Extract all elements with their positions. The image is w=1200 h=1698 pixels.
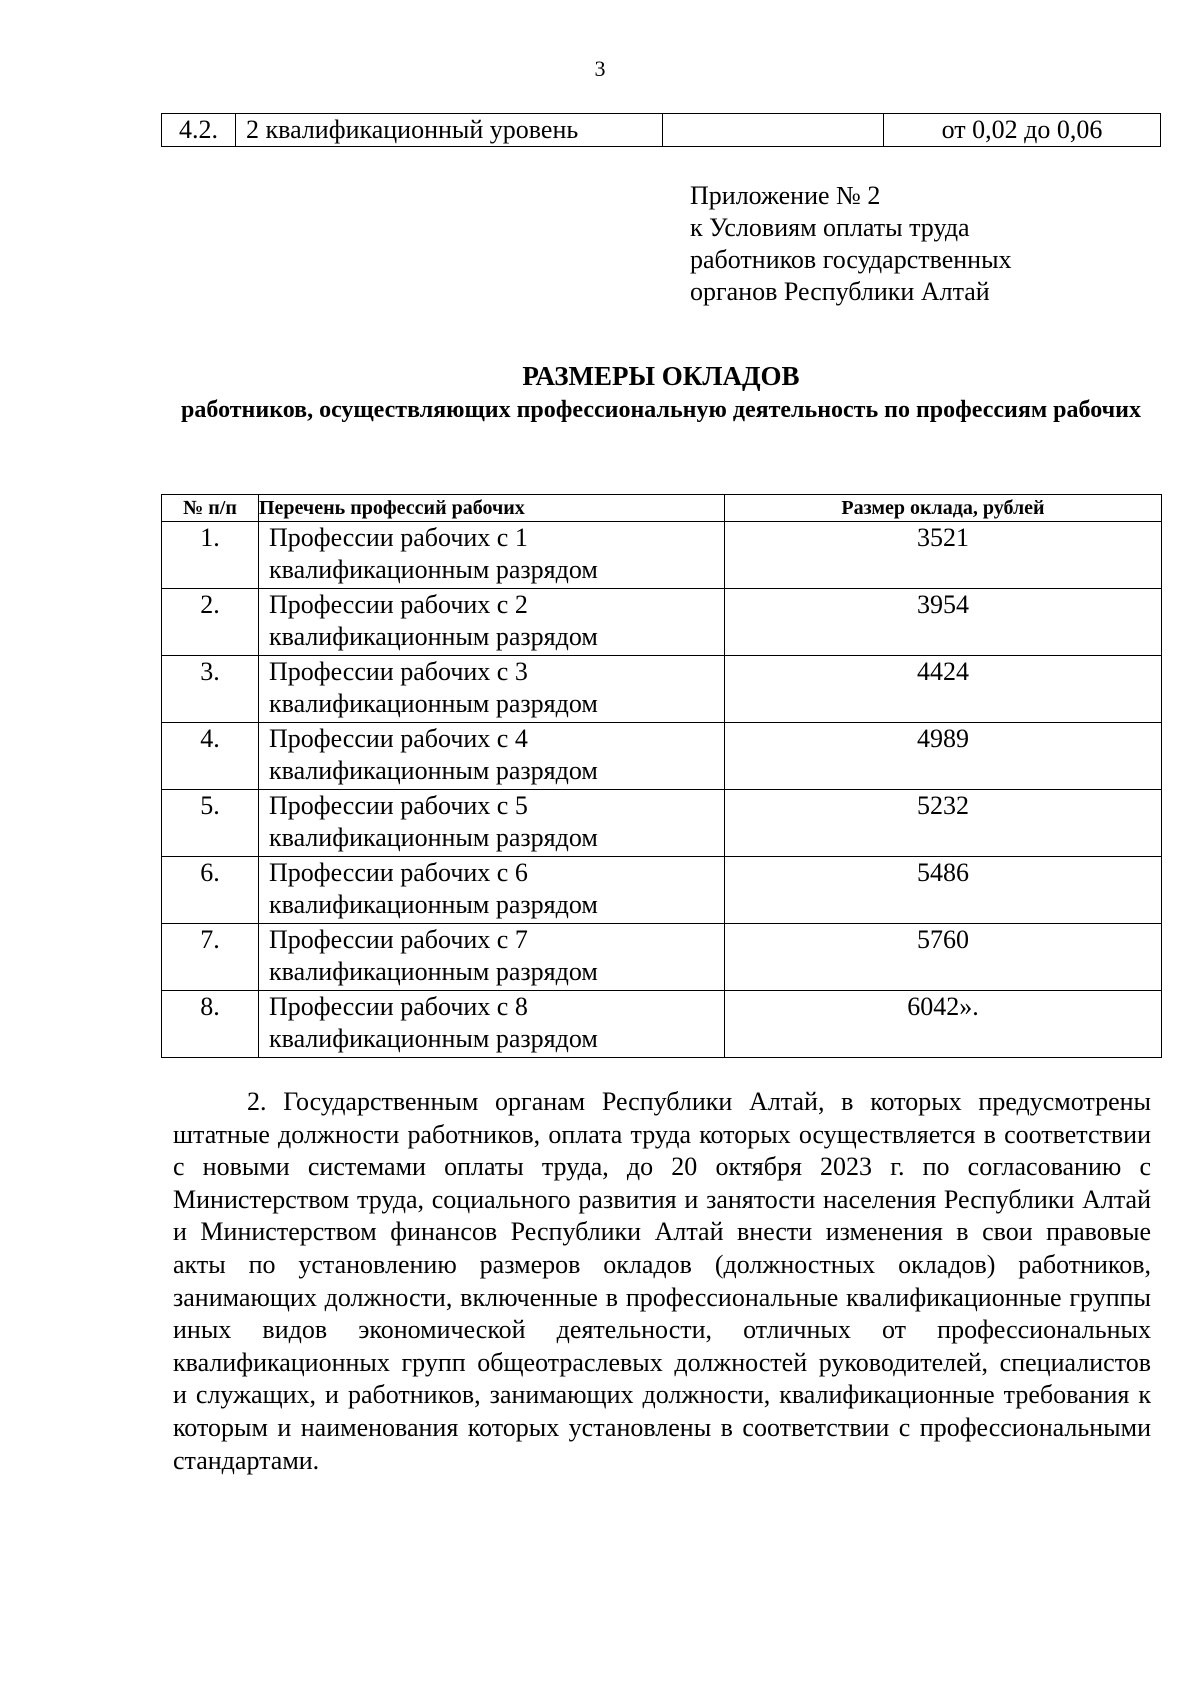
row-number: 5. [162,790,259,857]
profession-line: Профессии рабочих с 7 [269,925,528,954]
profession-line: Профессии рабочих с 5 [269,791,528,820]
profession-line: Профессии рабочих с 8 [269,992,528,1021]
table-row [162,790,1162,857]
appendix-line: к Условиям оплаты труда [690,213,970,242]
profession-line: квалификационным разрядом [269,622,598,651]
appendix-line: работников государственных [690,245,1012,274]
row-profession [259,991,725,1058]
row-profession [259,857,725,924]
row-profession [259,790,725,857]
header-profession-list: Перечень профессий рабочих [259,495,725,522]
profession-line: квалификационным разрядом [269,957,598,986]
table-row [162,723,1162,790]
row-number: 4. [162,723,259,790]
table-row [162,522,1162,589]
appendix-reference [690,180,1012,308]
row-number: 3. [162,656,259,723]
row-salary: 3521 [725,522,1162,589]
document-heading [161,358,1161,426]
table-row [162,991,1162,1058]
row-profession [259,723,725,790]
row-empty-cell [663,114,884,147]
row-coefficient-range: от 0,02 до 0,06 [884,114,1161,147]
row-number: 7. [162,924,259,991]
row-profession [259,656,725,723]
row-profession [259,522,725,589]
table-header-row [162,495,1162,522]
profession-line: квалификационным разрядом [269,890,598,919]
row-salary: 5486 [725,857,1162,924]
appendix-line: Приложение № 2 [690,181,881,210]
profession-line: квалификационным разрядом [269,1024,598,1053]
table-row [162,857,1162,924]
heading-title: РАЗМЕРЫ ОКЛАДОВ [522,361,800,391]
row-salary: 6042». [725,991,1162,1058]
row-number: 4.2. [162,114,236,147]
table-row [162,656,1162,723]
row-qualification-level: 2 квалификационный уровень [236,114,663,147]
row-salary: 3954 [725,589,1162,656]
body-paragraph: 2. Государственным органам Республики Алтай, в которых предусмотрены штатные должности работников, оплата труда которых осуществляется в соответствии с новыми системами оплаты труда, до 20 октября 2023 г. по согласованию с Министерством труда, социального развития и занятости населения Республики Алтай и Министерством финансов Республики Алтай внести изменения в свои правовые акты по установлению размеров окладов (должностных окладов) работников, занимающих должности, включенные в профессиональные квалификационные группы иных видов экономической деятельности, отличных от профессиональных квалификационных групп общеотраслевых должностей руководителей, специалистов и служащих, и работников, занимающих должности, квалификационные требования к которым и наименования которых установлены в соответствии с профессиональными стандартами. [173,1087,1151,1475]
profession-line: квалификационным разрядом [269,823,598,852]
profession-line: Профессии рабочих с 2 [269,590,528,619]
profession-line: Профессии рабочих с 6 [269,858,528,887]
profession-line: Профессии рабочих с 3 [269,657,528,686]
profession-line: квалификационным разрядом [269,756,598,785]
header-salary-size: Размер оклада, рублей [725,495,1162,522]
continued-table [161,113,1161,147]
row-number: 8. [162,991,259,1058]
row-salary: 4424 [725,656,1162,723]
row-salary: 5232 [725,790,1162,857]
row-salary: 4989 [725,723,1162,790]
table-row [162,114,1161,147]
page-number: 3 [594,56,606,81]
row-number: 2. [162,589,259,656]
heading-subtitle: работников, осуществляющих профессиональную деятельность по профессиям рабочих [181,397,1141,423]
row-salary: 5760 [725,924,1162,991]
table-row [162,924,1162,991]
appendix-line: органов Республики Алтай [690,277,990,306]
row-number: 1. [162,522,259,589]
salary-table [161,494,1162,1058]
profession-line: Профессии рабочих с 1 [269,523,528,552]
header-number: № п/п [162,495,259,522]
row-profession [259,589,725,656]
row-profession [259,924,725,991]
profession-line: квалификационным разрядом [269,689,598,718]
row-number: 6. [162,857,259,924]
profession-line: Профессии рабочих с 4 [269,724,528,753]
profession-line: квалификационным разрядом [269,555,598,584]
table-row [162,589,1162,656]
